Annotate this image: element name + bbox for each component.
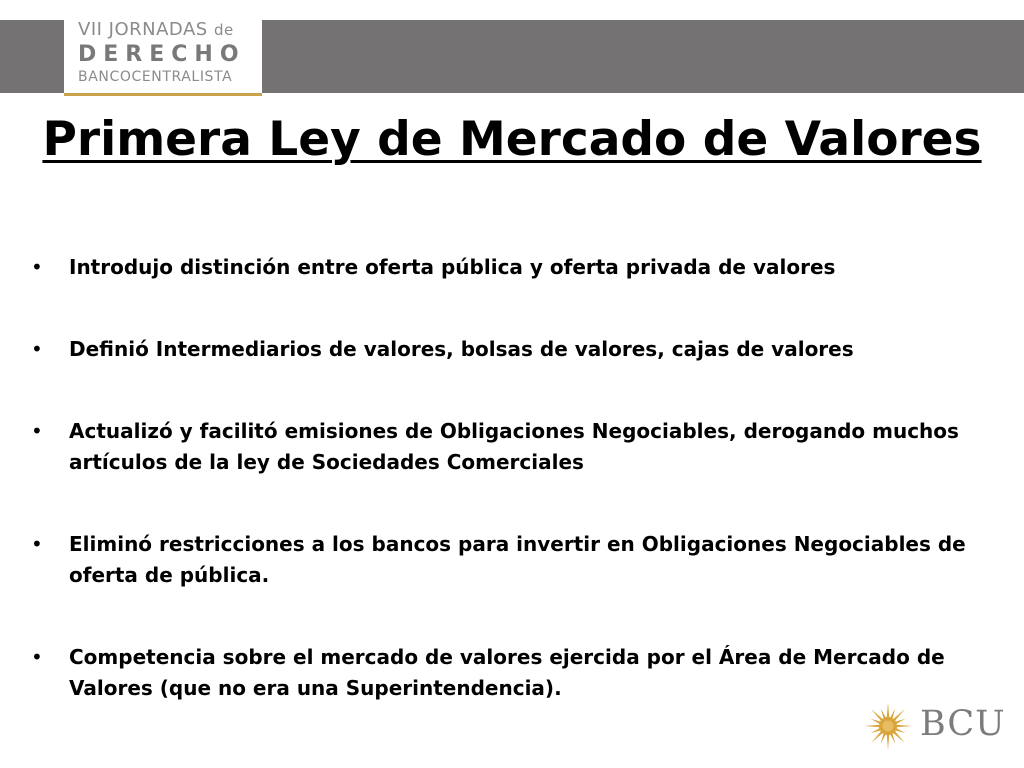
slide-title: Primera Ley de Mercado de Valores — [42, 112, 982, 167]
bullet-item — [31, 416, 976, 478]
sun-ray — [887, 702, 890, 718]
event-logo — [64, 10, 262, 96]
bullet-dot: • — [31, 645, 43, 669]
bullet-text: Definió Intermediarios de valores, bolsas de valores, cajas de valores — [69, 337, 854, 361]
bullet-text: Introdujo distinción entre oferta pública y oferta privada de valores — [69, 255, 836, 279]
logo-line-1: VII JORNADAS de — [78, 19, 234, 40]
bullet-item — [31, 642, 976, 704]
bullet-dot: • — [31, 532, 43, 556]
bullet-dot: • — [31, 419, 43, 443]
logo-line-3: BANCOCENTRALISTA — [78, 69, 233, 85]
bullet-item — [31, 529, 976, 591]
bullet-text: Competencia sobre el mercado de valores ejercida por el Área de Mercado de Valores (que no era una Superintendencia). — [69, 645, 945, 700]
bullet-dot: • — [31, 337, 43, 361]
sun-ray — [864, 725, 880, 728]
sun-emblem-icon — [862, 700, 914, 752]
bullet-text: Actualizó y facilitó emisiones de Obligaciones Negociables, derogando muchos artículos de la ley de Sociedades Comerciales — [69, 419, 959, 474]
bullet-text: Eliminó restricciones a los bancos para invertir en Obligaciones Negociables de oferta de pública. — [69, 532, 966, 587]
bullet-list — [31, 252, 976, 755]
bcu-brand-text: BCU — [920, 704, 1006, 744]
bullet-dot: • — [31, 255, 43, 279]
bullet-item — [31, 252, 976, 283]
sun-ray — [887, 734, 890, 750]
sun-ray — [896, 725, 912, 728]
bcu-logo — [860, 698, 1010, 754]
logo-line-2: DERECHO — [78, 42, 246, 67]
bullet-item — [31, 334, 976, 365]
